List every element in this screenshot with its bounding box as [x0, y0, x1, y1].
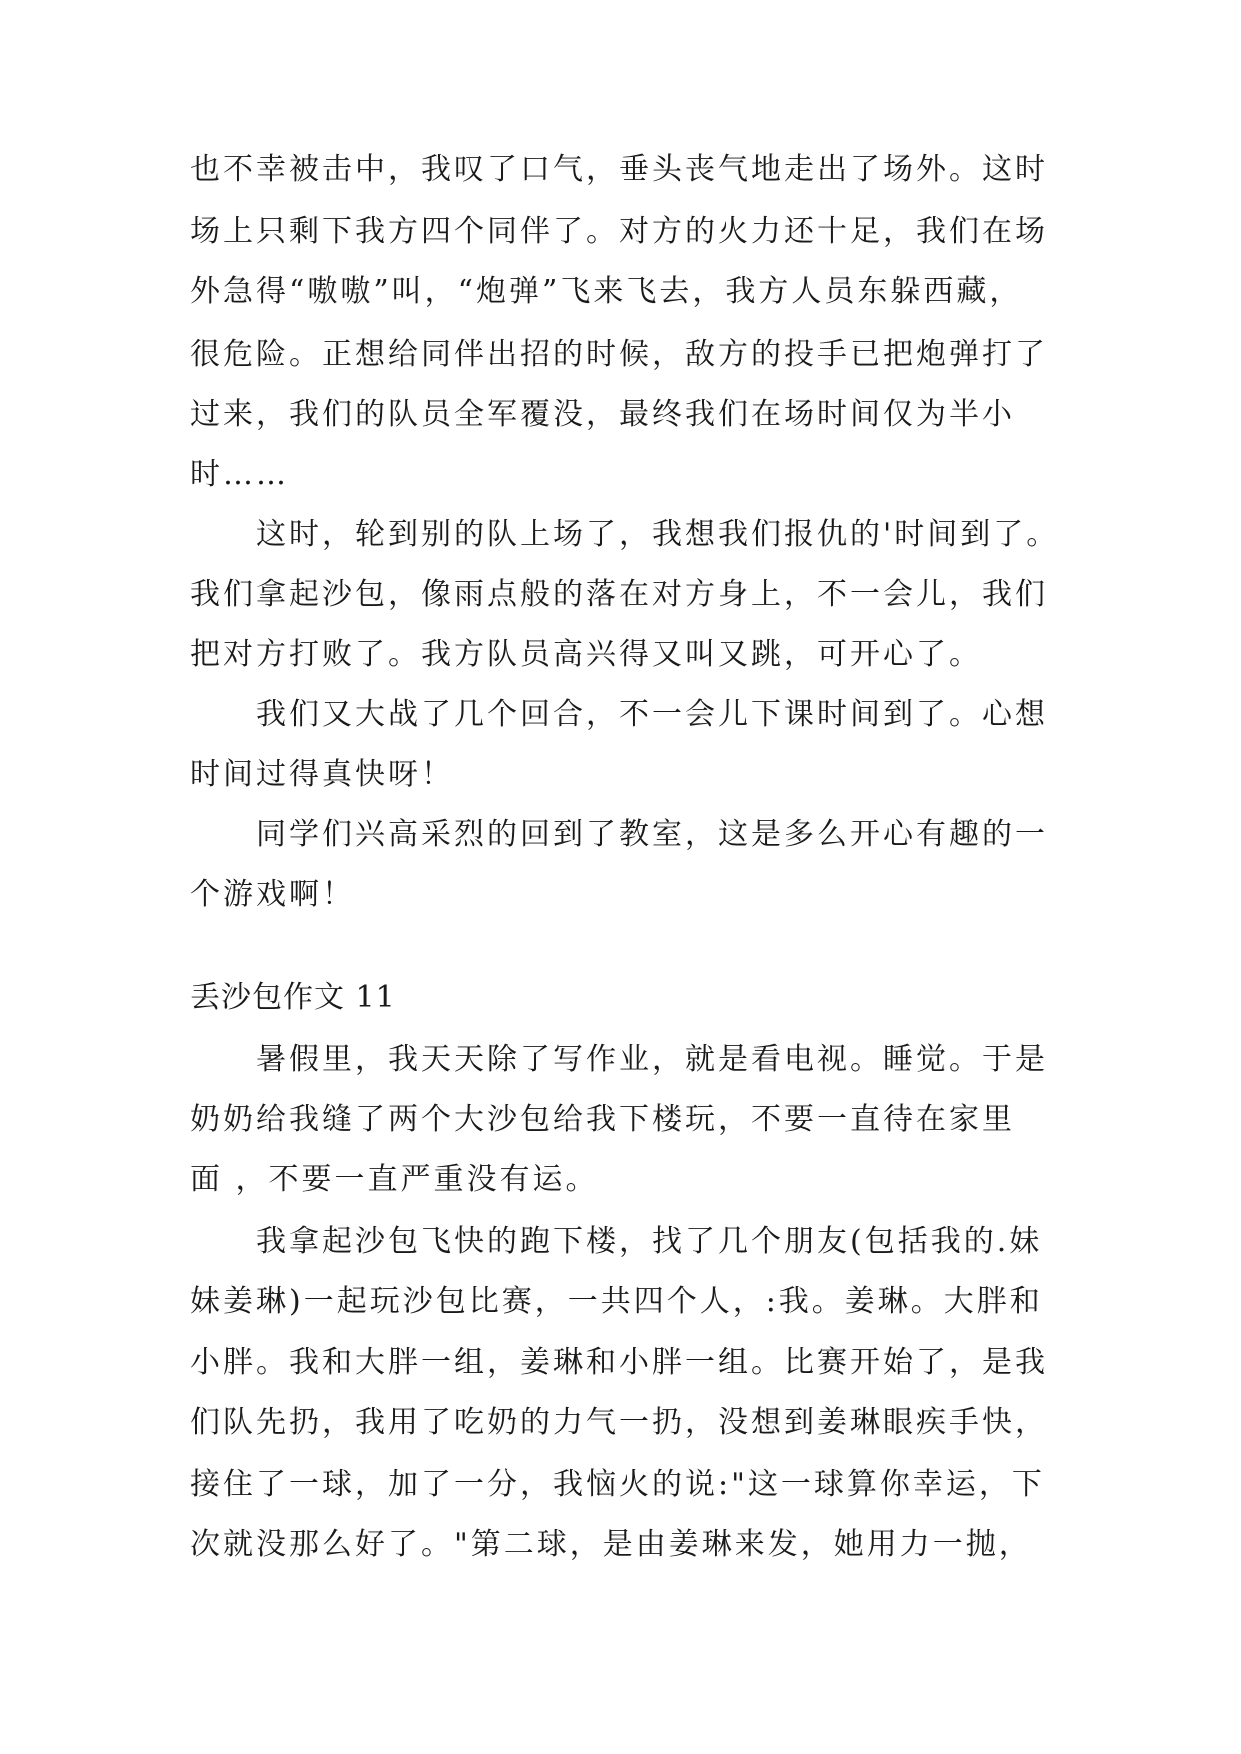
paragraph-first-line: 同学们兴高采烈的回到了教室，这是多么开心有趣的一 — [256, 817, 1048, 852]
text-line: 外急得“嗷嗷”叫，“炮弹”飞来飞去，我方人员东躲西藏， — [190, 274, 1023, 309]
text-line: 也不幸被击中，我叹了口气，垂头丧气地走出了场外。这时 — [190, 152, 1048, 187]
paragraph-first-line: 我拿起沙包飞快的跑下楼，找了几个朋友(包括我的.妹 — [256, 1224, 1043, 1259]
paragraph-first-line: 这时，轮到别的队上场了，我想我们报仇的'时间到了。 — [256, 517, 1060, 552]
text-line: 小胖。我和大胖一组，姜琳和小胖一组。比赛开始了，是我 — [190, 1345, 1048, 1380]
text-line: 奶奶给我缝了两个大沙包给我下楼玩，不要一直待在家里 — [190, 1102, 1015, 1137]
paragraph-first-line: 暑假里，我天天除了写作业，就是看电视。睡觉。于是 — [256, 1042, 1048, 1077]
text-line: 时间过得真快呀！ — [190, 757, 454, 792]
text-line: 我们拿起沙包，像雨点般的落在对方身上，不一会儿，我们 — [190, 577, 1048, 612]
text-line: 面 ，不要一直严重没有运。 — [190, 1162, 599, 1197]
text-line: 时…… — [190, 457, 289, 492]
text-line: 很危险。正想给同伴出招的时候，敌方的投手已把炮弹打了 — [190, 337, 1048, 372]
text-line: 接住了一球，加了一分，我恼火的说:"这一球算你幸运，下 — [190, 1467, 1045, 1502]
text-line: 妹姜琳)一起玩沙包比赛，一共四个人，:我。姜琳。大胖和 — [190, 1284, 1043, 1319]
section-heading: 丢沙包作文 11 — [190, 980, 396, 1015]
text-line: 个游戏啊！ — [190, 877, 355, 912]
text-line: 们队先扔，我用了吃奶的力气一扔，没想到姜琳眼疾手快， — [190, 1405, 1048, 1440]
text-line: 过来，我们的队员全军覆没，最终我们在场时间仅为半小 — [190, 397, 1015, 432]
text-line: 把对方打败了。我方队员高兴得又叫又跳，可开心了。 — [190, 637, 982, 672]
text-line: 次就没那么好了。"第二球，是由姜琳来发，她用力一抛， — [190, 1527, 1032, 1562]
text-line: 场上只剩下我方四个同伴了。对方的火力还十足，我们在场 — [190, 214, 1048, 249]
paragraph-first-line: 我们又大战了几个回合，不一会儿下课时间到了。心想 — [256, 697, 1048, 732]
